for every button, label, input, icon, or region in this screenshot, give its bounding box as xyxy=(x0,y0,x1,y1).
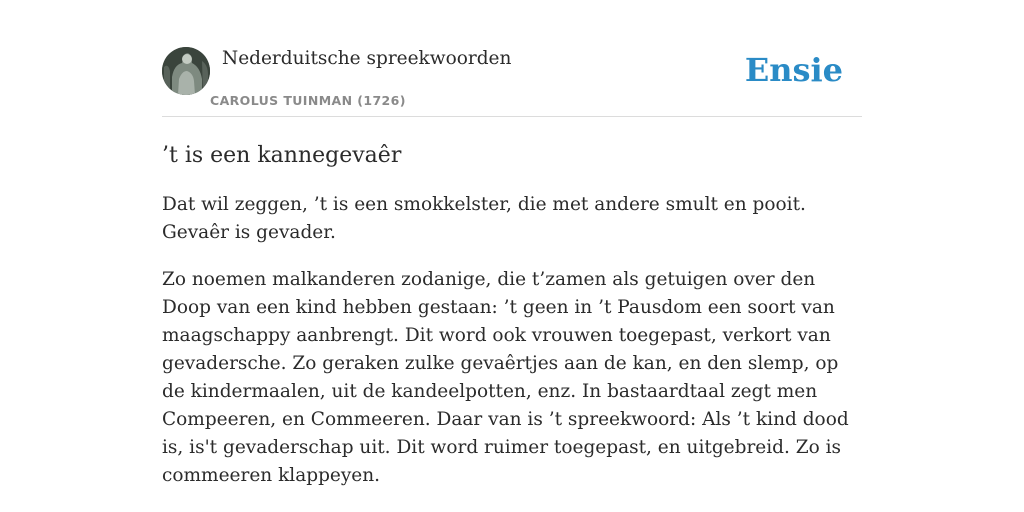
brand-logo[interactable]: Ensie xyxy=(744,51,843,89)
entry-title: ’t is een kannegevaêr xyxy=(162,143,402,168)
header xyxy=(162,46,862,117)
portrait-avatar-icon[interactable] xyxy=(162,47,210,95)
book-title-link[interactable]: Nederduitsche spreekwoorden xyxy=(222,48,512,69)
entry-card xyxy=(162,46,862,490)
author-label: CAROLUS TUINMAN (1726) xyxy=(210,93,406,108)
entry-paragraph: Dat wil zeggen, ’t is een smokkelster, die met andere smult en pooit. Gevaêr is gevader. xyxy=(162,194,806,243)
entry-paragraph: Zo noemen malkanderen zodanige, die t’zamen als getuigen over den Doop van een kind hebben gestaan: ’t geen in ’t Pausdom een soort van maagschappy aanbrengt. Dit word ook vrouwen toegepast, verkort van gevadersche. Zo geraken zulke gevaêrtjes aan de kan, en den slemp, op de kindermaalen, uit de kandeelpotten, enz. In bastaardtaal zegt men Compeeren, en Commeeren. Daar van is ’t spreekwoord: Als ’t kind dood is, is't gevaderschap uit. Dit word ruimer toegepast, en uitgebreid. Zo is commeeren klappeyen. xyxy=(162,269,849,486)
